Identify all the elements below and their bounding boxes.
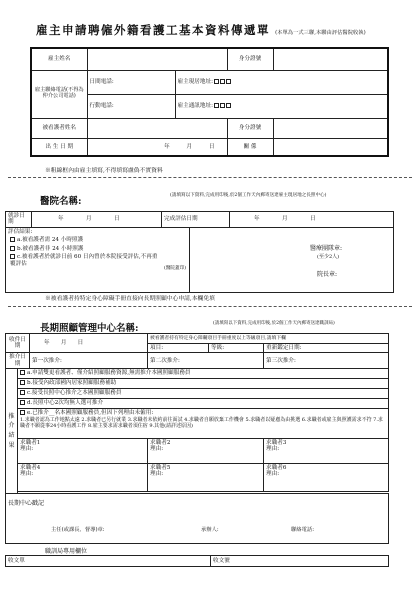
referral-date-label: 推介日期 — [6, 353, 30, 369]
ltc-option-c-label: c.接受長照中心推介之本國照顧服務員 — [27, 389, 122, 396]
employer-id-field[interactable] — [273, 48, 388, 70]
second-referral-label: 第二次推介: — [150, 357, 180, 364]
birth-date-label: 出 生 日 期 — [31, 138, 87, 156]
referral-result-label: 推介結果 — [6, 369, 18, 493]
candidate-label: 求職者3 — [266, 439, 287, 446]
current-address-label: 雇主現居地址: — [177, 78, 213, 85]
ltc-option-e-label: e.已推介__名本國照顧服務員,但因下列理由未僱用: — [27, 409, 154, 416]
home-phone-field[interactable] — [87, 70, 175, 94]
hospital-heading-row — [40, 189, 82, 208]
bureau-table — [5, 555, 389, 567]
ltc-option-e-row[interactable] — [18, 408, 389, 438]
candidate-cell[interactable] — [148, 463, 264, 491]
option-c-label: c.被看護者於就診日前 60 日內曾於本院接受評估,不再重覆評估 — [10, 254, 158, 267]
relation-field[interactable] — [273, 138, 388, 156]
employer-contact-label: 雇主聯絡電話(不得為仲介公司電話) — [31, 70, 87, 118]
footnote-hospital: ※被看護者持特定身心障礙手冊直接向長期照顧中心申請,本欄免填 — [45, 296, 215, 302]
item-field[interactable] — [148, 344, 209, 353]
bureau-heading: 職訓局專用欄位 — [45, 548, 88, 555]
ltc-option-d-label: d.長照中心2次均無人選可推介 — [27, 399, 104, 406]
ltc-stamp-cell[interactable] — [6, 493, 389, 543]
mailing-address-label: 雇主通訊地址: — [177, 102, 213, 109]
day-label: 日 — [77, 340, 84, 346]
grade-label: 等級: — [211, 345, 225, 351]
checkbox[interactable] — [20, 400, 25, 405]
completion-date-label: 完成評估日期 — [162, 212, 230, 228]
director-stamp-field: 主任(或課長、督導)章: — [51, 526, 105, 533]
grade-field[interactable] — [209, 344, 264, 353]
postcode-box[interactable] — [226, 103, 231, 108]
dispatch-no-label: 收文號 — [213, 557, 230, 564]
year-label: 年 — [58, 216, 64, 223]
candidate-cell[interactable] — [18, 463, 148, 491]
handler-field: 承辦人: — [201, 526, 219, 533]
received-doc-label: 收文單 — [8, 557, 25, 564]
third-referral-field[interactable] — [264, 353, 389, 369]
month-label: 月 — [85, 216, 92, 223]
year-label: 年 — [44, 340, 50, 346]
visit-date-label: 就診日期 — [6, 212, 32, 228]
hospital-stamp-label: (醫院蓋印) — [164, 265, 186, 271]
ltc-name-label: 長期照顧管理中心名稱: — [40, 323, 139, 334]
item-label: 項目: — [150, 345, 164, 351]
page-title-note: (本單為一式三聯,本聯由評估醫院收執) — [275, 30, 366, 36]
checkbox[interactable] — [10, 254, 15, 259]
day-label: 日 — [208, 143, 215, 150]
candidate-cell[interactable] — [18, 438, 148, 463]
candidate-reason: 理由: — [20, 446, 34, 453]
checkbox[interactable] — [20, 370, 25, 375]
first-referral-label: 第一次推介: — [32, 357, 62, 364]
candidate-label: 求職者6 — [266, 464, 287, 471]
received-date-label: 收件日期 — [6, 334, 30, 353]
hospital-note: (請填寫以下資料,完成用印後,於2個工作天內郵寄送達雇主現居地之長照中心) — [170, 193, 327, 198]
cut-line — [8, 306, 412, 307]
option-b-row[interactable] — [8, 246, 187, 252]
checkbox[interactable] — [20, 390, 25, 395]
hospital-name-label: 醫院名稱: — [40, 196, 82, 207]
current-address-field[interactable] — [175, 70, 388, 94]
candidate-label: 求職者2 — [150, 439, 171, 446]
postcode-box[interactable] — [226, 79, 231, 84]
received-doc-field[interactable] — [6, 556, 211, 567]
checkbox[interactable] — [20, 410, 25, 415]
employer-table — [30, 47, 389, 157]
ltc-option-a-label: a.申請雙更看護者、僅介紹照顧服務資源,無需推介本國照顧服務員 — [27, 370, 191, 377]
month-label: 月 — [186, 143, 193, 150]
month-label: 月 — [282, 216, 288, 223]
patient-name-field[interactable] — [87, 118, 227, 138]
second-referral-field[interactable] — [148, 353, 264, 369]
checkbox[interactable] — [20, 380, 25, 385]
assessment-result-label: 評估結果: — [8, 228, 33, 235]
postcode-box[interactable] — [220, 103, 225, 108]
candidate-label: 求職者5 — [150, 464, 171, 471]
visit-date-field[interactable] — [32, 212, 162, 228]
candidate-reason: 理由: — [150, 471, 164, 478]
ltc-table — [5, 333, 389, 544]
completion-date-field[interactable] — [230, 212, 394, 228]
mobile-phone-label: 行動電話: — [89, 102, 114, 109]
reasons-list: 1.求職者認為工作地點太遠 2.求職者已另行就業 3.求職者未依約前往面試 4.求職者自願放棄工作機會 5.求職者以疑慮為由挑選 6.求職者或雇主與照護需求不符 7.求職者不願從事24小時看護工作 8.雇主要求需求職者須住宿 9.其他(請詳述原因) — [20, 417, 383, 430]
candidate-reason: 理由: — [266, 471, 280, 478]
manual-note: 被看護者持有特定身心障礙項目手冊重度以上等級項目,請填下欄 — [148, 334, 389, 344]
ltc-note: (請填寫以下資料,完成用印後,於2個工作天內郵寄送達職訓局) — [213, 321, 335, 326]
home-phone-label: 日間電話: — [89, 78, 114, 85]
patient-id-label: 身分證號 — [227, 118, 273, 138]
postcode-box[interactable] — [214, 79, 219, 84]
candidate-label: 求職者1 — [20, 439, 41, 446]
cut-line — [8, 177, 412, 178]
candidate-label: 求職者4 — [20, 464, 41, 471]
relation-label: 關 係 — [227, 138, 273, 156]
day-label: 日 — [113, 216, 120, 223]
checkbox[interactable] — [10, 237, 15, 242]
ltc-option-b-label: b.接受內政部國內居家照顧服務補助 — [27, 379, 117, 386]
first-referral-field[interactable] — [30, 353, 148, 369]
day-label: 日 — [309, 216, 316, 223]
assessment-result-cell — [6, 227, 190, 292]
footnote-employer: ※粗線框內由雇主填寫,不得填寫盧偽不實資料 — [45, 168, 163, 174]
birth-date-field[interactable] — [87, 138, 227, 156]
option-c-row[interactable] — [8, 254, 187, 267]
candidate-reason: 理由: — [150, 446, 164, 453]
ltc-option-b-row[interactable] — [18, 378, 389, 388]
patient-id-field[interactable] — [273, 118, 388, 138]
team-stamp-cell[interactable] — [190, 227, 394, 292]
candidate-cell[interactable] — [264, 463, 389, 491]
postcode-box[interactable] — [220, 79, 225, 84]
postcode-box[interactable] — [214, 103, 219, 108]
director-stamp-label: 院長章: — [317, 270, 338, 278]
candidate-reason: 理由: — [20, 471, 34, 478]
employer-name-field[interactable] — [87, 48, 227, 70]
candidate-reason: 理由: — [266, 446, 280, 453]
reassess-field[interactable] — [264, 344, 389, 353]
page-title: 雇主申請聘僱外籍看護工基本資料傳遞單 — [36, 23, 270, 37]
option-b-label: b.被看護者非 24 小時照護 — [17, 245, 84, 252]
reassess-label: 重新鑑定日期: — [266, 345, 302, 351]
month-label: 月 — [60, 340, 67, 346]
hospital-table — [5, 211, 394, 293]
ltc-option-d-row[interactable] — [18, 398, 389, 408]
option-a-row[interactable] — [8, 237, 187, 243]
employer-id-label: 身分證號 — [227, 48, 273, 70]
ltc-option-c-row[interactable] — [18, 388, 389, 398]
contact-phone-field: 聯絡電話: — [291, 526, 314, 533]
checkbox[interactable] — [10, 246, 15, 251]
dispatch-no-field[interactable] — [211, 556, 389, 567]
mobile-phone-field[interactable] — [87, 94, 175, 118]
page-header — [36, 19, 406, 38]
option-a-label: a.被看護者需 24 小時照護 — [17, 237, 84, 244]
candidate-cell[interactable] — [264, 438, 389, 463]
medical-team-note: (至少2人) — [317, 253, 340, 260]
ltc-stamp-heading: 長期中心戳記 — [8, 499, 45, 507]
year-label: 年 — [254, 216, 260, 223]
candidate-cell[interactable] — [148, 438, 264, 463]
employer-name-label: 雇主姓名 — [31, 48, 87, 70]
received-date-field[interactable] — [30, 334, 148, 353]
medical-team-label: 醫療團隊章: — [310, 244, 343, 252]
year-label: 年 — [164, 143, 170, 150]
third-referral-label: 第三次推介: — [266, 357, 296, 364]
mailing-address-field[interactable] — [175, 94, 388, 118]
patient-name-label: 被看護者姓名 — [31, 118, 87, 138]
ltc-option-a-row[interactable] — [18, 369, 389, 378]
